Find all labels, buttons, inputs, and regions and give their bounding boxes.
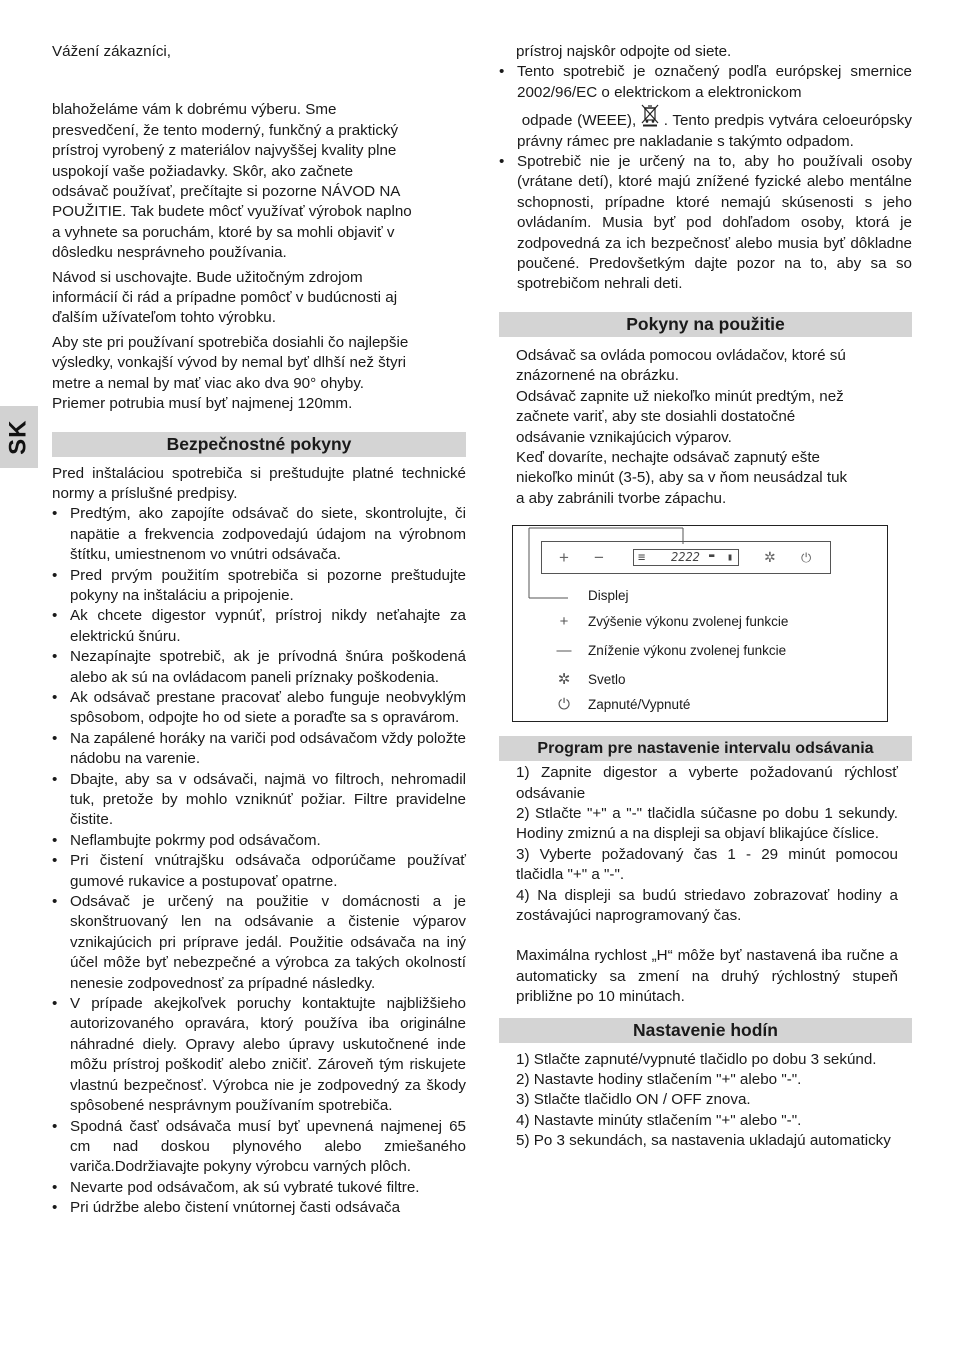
keep-line: ďalším užívateľom tohto výrobku. xyxy=(52,309,276,327)
duct-line: výsledky, vonkajší vývod by nemal byť dlhší než štyri xyxy=(52,354,407,372)
interval-step: 4) Na displeji sa budú striedavo zobrazovať hodiny a zostávajúci naprogramovaný čas. xyxy=(516,886,898,924)
duct-line: Priemer potrubia musí byť najmenej 120mm. xyxy=(52,395,353,413)
display-indicator-icon: ▬ xyxy=(709,551,715,562)
power-icon: ⏻ xyxy=(558,695,570,713)
language-tab xyxy=(0,406,38,468)
language-tab-label: SK xyxy=(4,419,32,455)
keep-manual-paragraph xyxy=(52,268,466,329)
display-digits: 2222 xyxy=(671,550,700,565)
clock-step: 4) Nastavte minúty stlačením "+" alebo "-". xyxy=(516,1111,802,1129)
duct-paragraph xyxy=(52,333,466,415)
clock-step: 5) Po 3 sekundách, sa nastavenia ukladajú automaticky xyxy=(516,1132,891,1150)
legend-label: Zapnuté/Vypnuté xyxy=(588,696,691,712)
interval-steps xyxy=(499,763,912,1007)
legend-display xyxy=(553,586,629,606)
display-level-icon: ▮ xyxy=(727,552,734,564)
list-item: • Nevarte pod odsávačom, ak sú vybraté tukové filtre. xyxy=(52,1178,466,1198)
control-panel-figure xyxy=(512,525,888,722)
keep-line: Návod si uschovajte. Bude užitočným zdrojom xyxy=(52,268,363,286)
usage-line: začnete variť, aby ste dosiahli dostatočné xyxy=(516,408,796,426)
weee-item xyxy=(499,62,912,152)
minus-icon: — xyxy=(556,641,572,659)
intro-line: a vyhnete sa poruchám, ktoré by sa mohli objaviť v xyxy=(52,223,395,241)
legend-label: Zvýšenie výkonu zvolenej funkcie xyxy=(588,613,789,629)
greeting: Vážení zákazníci, xyxy=(52,43,172,60)
weee-text: odpade (WEEE), xyxy=(521,112,637,130)
intro-line: prístroj vyrobený z materiálov najvyššej kvality plne xyxy=(52,142,397,160)
list-item: • Pred prvým použitím spotrebiča si pozorne preštudujte pokyny na inštaláciu a pripojenie. xyxy=(52,566,466,607)
legend-minus xyxy=(553,641,786,661)
usage-line: niekoľko minút (3-5), aby sa v ňom neusádzal tuk xyxy=(516,469,848,487)
safety-list-continued xyxy=(499,62,912,294)
intro-line: POUŽITIE. Tak budete môcť využívať výrobok naplno xyxy=(52,203,412,221)
plus-icon: + xyxy=(559,612,569,630)
usage-heading: Pokyny na použitie xyxy=(499,312,912,337)
duct-line: Aby ste pri používaní spotrebiča dosiahli čo najlepšie xyxy=(52,333,409,351)
safety-heading: Bezpečnostné pokyny xyxy=(52,432,466,457)
list-item: • Ak chcete digestor vypnúť, prístroj nikdy neťahajte za elektrickú šnúru. xyxy=(52,606,466,647)
clock-step: 2) Nastavte hodiny stlačením "+" alebo "-". xyxy=(516,1071,802,1088)
interval-step: 2) Stlačte "+" a "-" tlačidla súčasne po dobu 1 sekundy. Hodiny zmiznú a na displeji sa objaví blikajúce číslice. xyxy=(516,804,898,843)
legend-plus xyxy=(553,612,788,632)
legend-label: Svetlo xyxy=(588,671,626,687)
crossed-out-wheeled-bin-icon xyxy=(641,103,659,127)
weee-text: Tento spotrebič je označený podľa európskej smernice 2002/96/EC o elektrickom a elektronickom xyxy=(517,63,912,101)
legend-power xyxy=(553,695,690,715)
intro-paragraph xyxy=(52,100,466,263)
list-item: • Spotrebič nie je určený na to, aby ho používali osoby (vrátane detí), ktoré majú znížené fyzické alebo mentálne schopnosti, prípadne ktoré nemajú skúsenosti s jeho ovládaním. Musia byť pod dohľadom osoby, ktorá je zodpovedná za ich bezpečnosť alebo musia byť dôkladne poučené. Predovšetkým dajte pozor na to, aby sa so spotrebičom nehrali deti. xyxy=(499,152,912,295)
usage-line: Keď dovaríte, nechajte odsávač zapnutý ešte xyxy=(516,448,820,466)
intro-line: blahoželáme vám k dobrému výberu. Sme xyxy=(52,101,337,119)
list-item: • Neflambujte pokrmy pod odsávačom. xyxy=(52,831,466,851)
display-bars-icon: ≡ xyxy=(638,550,646,565)
intro-line: dôsledku nesprávneho používania. xyxy=(52,244,287,262)
weee-text: . Tento predpis vytvára celoeurópsky právny rámec pre nakladanie s takýmto odpadom. xyxy=(517,112,912,150)
intro-line: odsávač používať, prečítajte si pozorne NÁVOD NA xyxy=(52,183,401,201)
list-item: • Nezapínajte spotrebič, ak je prívodná šnúra poškodená alebo ak sú na ovládacom paneli príznaky poškodenia. xyxy=(52,647,466,688)
plus-button[interactable]: + xyxy=(559,548,569,568)
clock-step: 3) Stlačte tlačidlo ON / OFF znova. xyxy=(516,1091,751,1109)
usage-line: Odsávač zapnite už niekoľko minút predtým, než xyxy=(516,387,844,405)
clock-heading: Nastavenie hodín xyxy=(499,1018,912,1043)
usage-paragraph xyxy=(499,346,912,509)
continuation-line: prístroj najskôr odpojte od siete. xyxy=(516,43,732,60)
list-item: • Predtým, ako zapojíte odsávač do siete, skontrolujte, či napätie a frekvencia zodpovedajú údajom na výrobnom štítku, umiestnenom vo vnútri odsávača. xyxy=(52,504,466,565)
duct-line: metre a nemal by mať viac ako dva 90° ohyby. xyxy=(52,374,365,392)
keep-line: informácií či rád a prípadne pomôcť v budúcnosti aj xyxy=(52,289,398,307)
legend-label: Zníženie výkonu zvolenej funkcie xyxy=(588,642,787,658)
usage-line: znázornené na obrázku. xyxy=(516,367,679,385)
legend-label: Displej xyxy=(588,587,629,603)
list-item: • Ak odsávač prestane pracovať alebo funguje neobvyklým spôsobom, odpojte ho od siete a poraďte sa s opravárom. xyxy=(52,688,466,729)
interval-note: Maximálna rychlost „H“ môže byť nastavená iba ručne a automaticky sa zmení na druhý rýchlostný stupeň približne po 10 minútach. xyxy=(516,947,898,1006)
legend-light xyxy=(553,670,626,690)
list-item: • Na zapálené horáky na variči pod odsávačom vždy položte nádobu na varenie. xyxy=(52,729,466,770)
minus-button[interactable]: − xyxy=(594,548,604,568)
clock-steps xyxy=(499,1050,912,1152)
intro-line: presvedčení, že tento moderný, funkčný a praktický xyxy=(52,121,399,139)
display xyxy=(633,549,739,566)
usage-line: odsávanie vznikajúcich výparov. xyxy=(516,428,732,446)
light-button-icon[interactable]: ✲ xyxy=(764,549,776,566)
intro-line: uspokojí vaše požiadavky. Skôr, ako začnete xyxy=(52,162,354,180)
control-panel xyxy=(541,541,831,574)
power-button-icon[interactable]: ⏻ xyxy=(801,550,812,566)
clock-step: 1) Stlačte zapnuté/vypnuté tlačidlo po dobu 3 sekúnd. xyxy=(516,1050,877,1068)
list-item: • V prípade akejkoľvek poruchy kontaktujte najbližšieho autorizovaného opravára, ktorý používa iba originálne náhradné diely. Opravy alebo úpravy uskutočnené inde môžu prístroj poškodiť alebo zničiť. Zároveň tým riskujete vlastnú bezpečnosť. Výrobca nie je zodpovedný za škody spôsobené nesprávnym používaním spotrebiča. xyxy=(52,994,466,1116)
usage-line: a aby zabránili tvorbe zápachu. xyxy=(516,489,727,507)
list-item: • Spodná časť odsávača musí byť upevnená najmenej 65 cm nad doskou plynového alebo zmiešaného variča.Dodržiavajte pokyny výrobcu varných plôch. xyxy=(52,1117,466,1178)
safety-list xyxy=(52,504,466,1218)
list-item: • Dbajte, aby sa v odsávači, najmä vo filtroch, nehromadil tuk, pretože by mohlo vzniknúť požiar. Filtre pravidelne čistite. xyxy=(52,770,466,831)
list-item: • Odsávač je určený na použitie v domácnosti a je skonštruovaný len na odsávanie a čistenie výparov vznikajúcich pri príprave jedál. Použitie odsávača na iný účel môže byť nebezpečné a výrobca za takých okolností nenesie zodpovednosť za prípadné následky. xyxy=(52,892,466,994)
interval-step: 1) Zapnite digestor a vyberte požadovanú rýchlosť odsávanie xyxy=(516,764,898,802)
left-column xyxy=(52,42,466,1219)
interval-heading: Program pre nastavenie intervalu odsávania xyxy=(499,736,912,761)
list-item: • Pri čistení vnútrajšku odsávača odporúčame používať gumové rukavice a postupovať opatrne. xyxy=(52,851,466,892)
safety-intro: Pred inštaláciou spotrebiča si preštudujte platné technické normy a príslušné predpisy. xyxy=(52,464,466,502)
list-item: • Pri údržbe alebo čistení vnútornej časti odsávača xyxy=(52,1198,466,1218)
right-column xyxy=(499,42,912,1152)
interval-step: 3) Vyberte požadovaný čas 1 - 29 minút pomocou tlačidla "+" a "-". xyxy=(516,845,898,884)
usage-line: Odsávač sa ovláda pomocou ovládačov, ktoré sú xyxy=(516,346,846,364)
light-icon: ✲ xyxy=(557,670,571,688)
